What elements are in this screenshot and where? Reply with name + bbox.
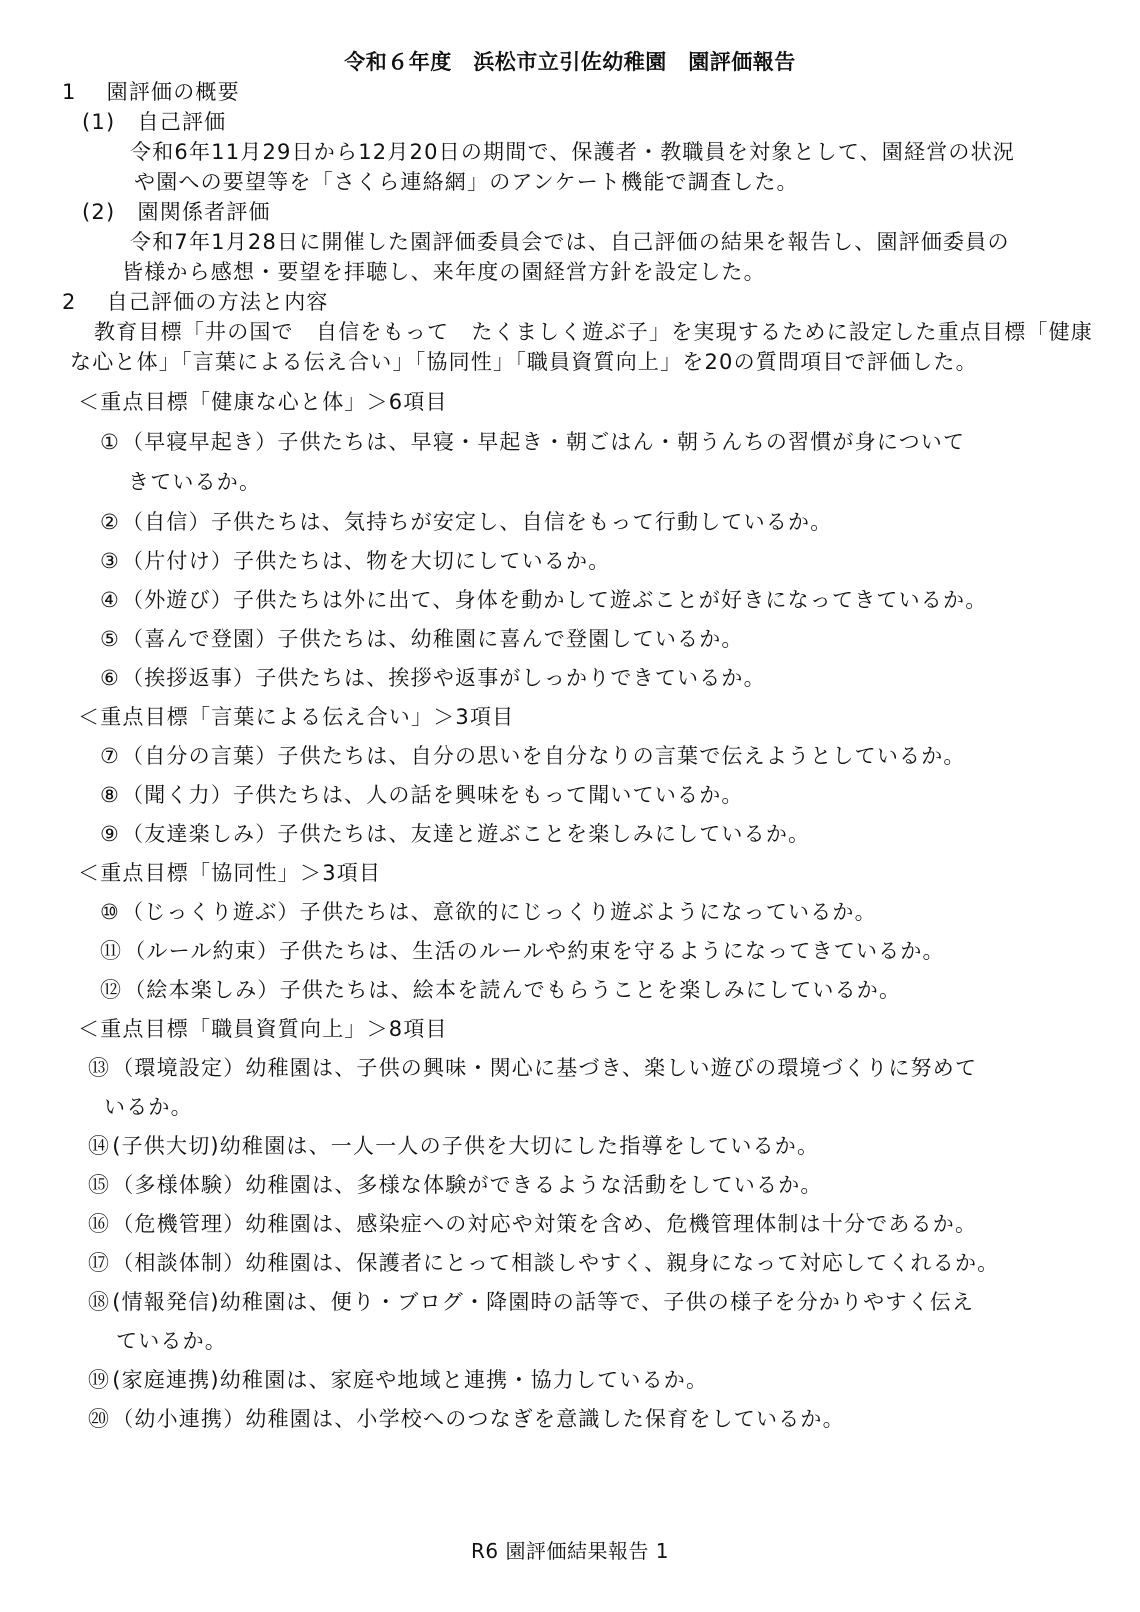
page-footer: R6 園評価結果報告 1	[470, 1539, 670, 1563]
item-number: ⑫	[100, 978, 123, 1002]
item-number: ⑱	[88, 1290, 111, 1314]
item-number: ⑩	[100, 900, 121, 924]
item-text: (情報発信)幼稚園は、便り・ブログ・降園時の話等で、子供の様子を分かりやすく伝え	[112, 1290, 975, 1314]
evaluation-item	[100, 781, 744, 809]
item-number: ⑥	[100, 666, 121, 690]
evaluation-item	[88, 1405, 845, 1433]
item-number: ⑤	[100, 627, 121, 651]
evaluation-item	[100, 898, 877, 926]
evaluation-item	[100, 742, 966, 770]
section1-sub1-heading: (1) 自己評価	[82, 110, 227, 134]
item-number: ⑨	[100, 822, 121, 846]
item-continuation: きているか。	[128, 470, 262, 494]
item-number: ⑰	[88, 1251, 111, 1275]
item-number: ⑦	[100, 744, 121, 768]
evaluation-item	[88, 1249, 999, 1277]
evaluation-item	[88, 1132, 819, 1160]
item-text: （危機管理）幼稚園は、感染症への対応や対策を含め、危機管理体制は十分であるか。	[112, 1212, 978, 1236]
item-number: ⑯	[88, 1212, 111, 1236]
item-text: （自信）子供たちは、気持ちが安定し、自信をもって行動しているか。	[122, 510, 833, 534]
item-text: （聞く力）子供たちは、人の話を興味をもって聞いているか。	[122, 783, 744, 807]
evaluation-item	[88, 1288, 974, 1316]
evaluation-item	[100, 664, 766, 692]
evaluation-item	[100, 586, 987, 614]
item-text: (家庭連携)幼稚園は、家庭や地域と連携・協力しているか。	[112, 1368, 709, 1392]
evaluation-item	[100, 820, 810, 848]
item-text: （じっくり遊ぶ）子供たちは、意欲的にじっくり遊ぶようになっているか。	[122, 900, 877, 924]
evaluation-item	[100, 976, 901, 1004]
evaluation-item	[88, 1171, 823, 1199]
evaluation-item	[100, 625, 744, 653]
item-continuation: ているか。	[116, 1329, 227, 1353]
item-text: （環境設定）幼稚園は、子供の興味・関心に基づき、楽しい遊びの環境づくりに努めて	[112, 1056, 978, 1080]
section1-sub2-heading: (2) 園関係者評価	[82, 200, 271, 224]
section1-sub2-line: 令和7年1月28日に開催した園評価委員会では、自己評価の結果を報告し、園評価委員の	[130, 230, 1010, 254]
section1-sub1-line: 令和6年11月29日から12月20日の期間で、保護者・教職員を対象として、園経営の状況	[130, 140, 1016, 164]
item-number: ④	[100, 588, 121, 612]
goal-heading: ＜重点目標「協同性」＞3項目	[78, 861, 382, 885]
section2-line: 教育目標「井の国で 自信をもって たくましく遊ぶ子」を実現するために設定した重点目標「健康	[94, 320, 1093, 344]
item-text: （友達楽しみ）子供たちは、友達と遊ぶことを楽しみにしているか。	[122, 822, 811, 846]
evaluation-item	[100, 508, 832, 536]
evaluation-item	[88, 1210, 977, 1238]
item-text: （多様体験）幼稚園は、多様な体験ができるような活動をしているか。	[112, 1173, 823, 1197]
item-number: ②	[100, 510, 121, 534]
item-text: （早寝早起き）子供たちは、早寝・早起き・朝ごはん・朝うんちの習慣が身について	[122, 430, 966, 454]
goal-heading: ＜重点目標「職員資質向上」＞8項目	[78, 1017, 448, 1041]
item-number: ⑮	[88, 1173, 111, 1197]
item-number: ⑧	[100, 783, 121, 807]
item-text: （相談体制）幼稚園は、保護者にとって相談しやすく、親身になって対応してくれるか。	[112, 1251, 1000, 1275]
item-number: ①	[100, 430, 121, 454]
document-title: 令和６年度 浜松市立引佐幼稚園 園評価報告	[344, 50, 796, 74]
item-number: ③	[100, 549, 121, 573]
item-number: ⑳	[88, 1407, 111, 1431]
item-text: （喜んで登園）子供たちは、幼稚園に喜んで登園しているか。	[122, 627, 744, 651]
evaluation-item	[88, 1054, 977, 1082]
item-text: （自分の言葉）子供たちは、自分の思いを自分なりの言葉で伝えようとしているか。	[122, 744, 966, 768]
item-text: （幼小連携）幼稚園は、小学校へのつなぎを意識した保育をしているか。	[112, 1407, 845, 1431]
evaluation-item	[100, 937, 945, 965]
goal-heading: ＜重点目標「健康な心と体」＞6項目	[78, 390, 448, 414]
item-text: (子供大切)幼稚園は、一人一人の子供を大切にした指導をしているか。	[112, 1134, 820, 1158]
item-text: （外遊び）子供たちは外に出て、身体を動かして遊ぶことが好きになってきているか。	[122, 588, 988, 612]
item-number: ⑬	[88, 1056, 111, 1080]
item-continuation: いるか。	[104, 1095, 193, 1119]
item-text: （挨拶返事）子供たちは、挨拶や返事がしっかりできているか。	[122, 666, 766, 690]
item-text: （ルール約束）子供たちは、生活のルールや約束を守るようになってきているか。	[124, 939, 945, 963]
evaluation-item	[88, 1366, 708, 1394]
section1-heading: 1 園評価の概要	[62, 80, 240, 104]
item-number: ⑲	[88, 1368, 111, 1392]
item-number: ⑭	[88, 1134, 111, 1158]
item-text: （片付け）子供たちは、物を大切にしているか。	[122, 549, 611, 573]
evaluation-item	[100, 547, 610, 575]
section1-sub1-line: や園への要望等を「さくら連絡網」のアンケート機能で調査した。	[134, 170, 799, 194]
section2-heading: 2 自己評価の方法と内容	[62, 290, 329, 314]
item-text: （絵本楽しみ）子供たちは、絵本を読んでもらうことを楽しみにしているか。	[124, 978, 902, 1002]
section2-line: な心と体」「言葉による伝え合い」「協同性」「職員資質向上」を20の質問項目で評価した。	[70, 350, 978, 374]
section1-sub2-line: 皆様から感想・要望を拝聴し、来年度の園経営方針を設定した。	[122, 260, 766, 284]
item-number: ⑪	[100, 939, 123, 963]
goal-heading: ＜重点目標「言葉による伝え合い」＞3項目	[78, 705, 515, 729]
evaluation-item	[100, 428, 965, 456]
